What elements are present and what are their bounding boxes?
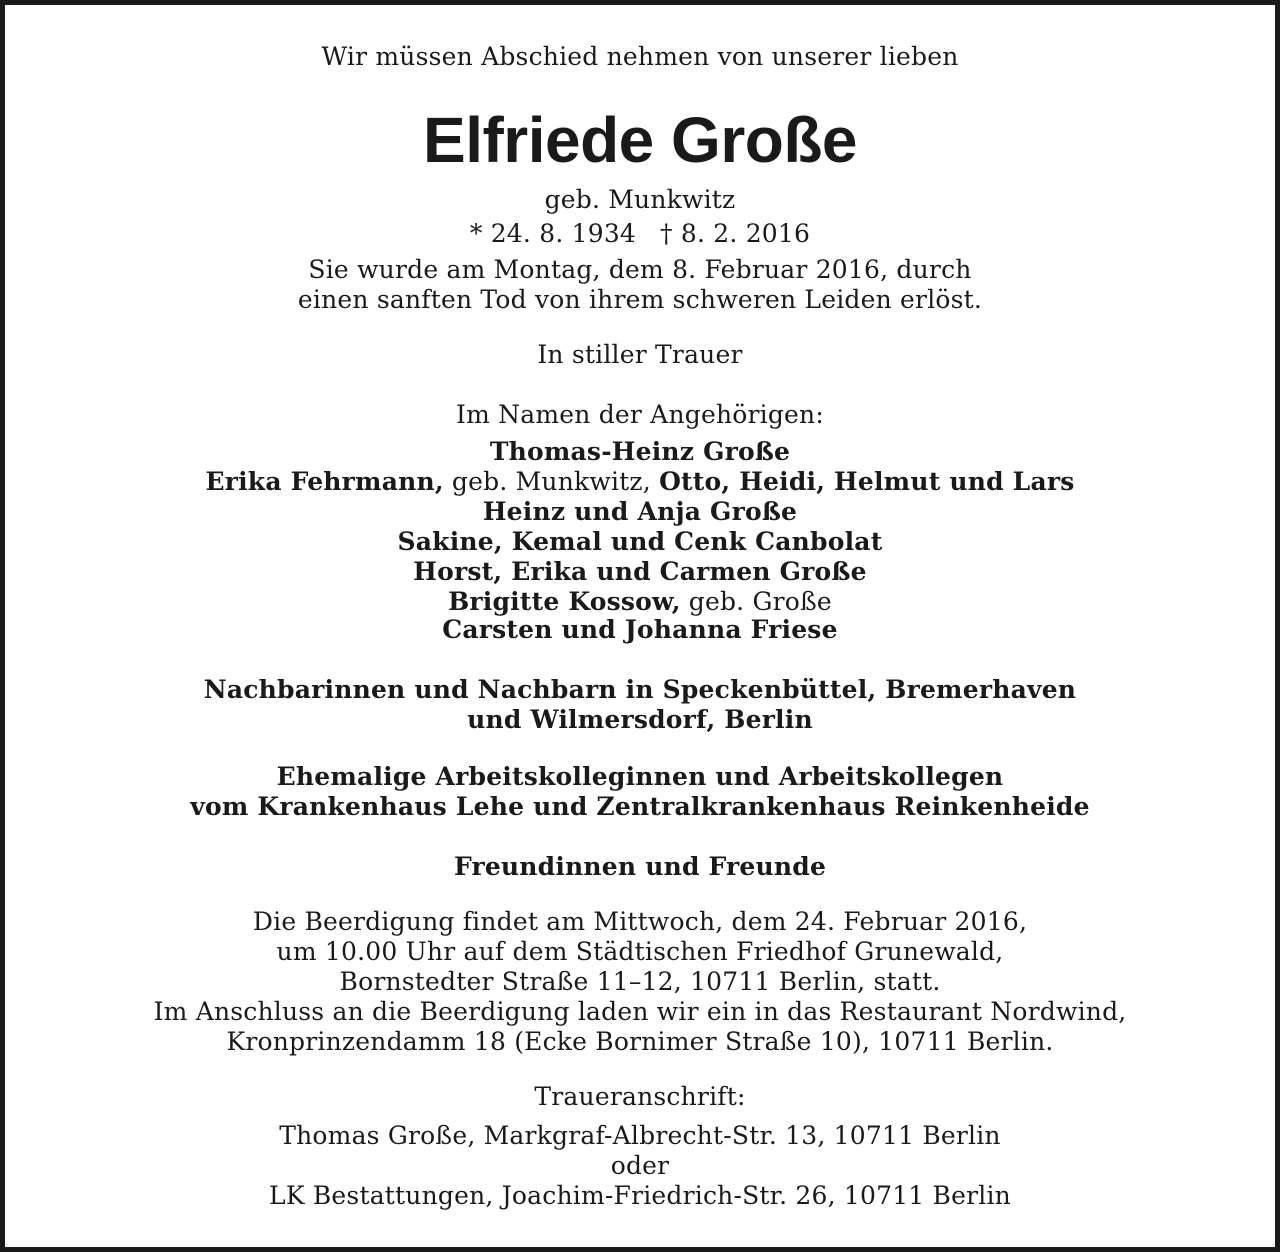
address-line: LK Bestattungen, Joachim-Friedrich-Str. 26, 10711 Berlin	[269, 1181, 1011, 1210]
death-notice-line: Sie wurde am Montag, dem 8. Februar 2016, durch	[308, 255, 972, 284]
relative-line	[10, 587, 1270, 617]
relative-line: Heinz und Anja Große	[482, 497, 798, 526]
life-dates	[10, 219, 1270, 249]
funeral-line: Kronprinzendamm 18 (Ecke Bornimer Straße 10), 10711 Berlin.	[226, 1027, 1054, 1056]
relative-name: Otto, Heidi, Helmut und Lars	[659, 467, 1075, 496]
relative-birth-name: geb. Munkwitz,	[443, 467, 660, 496]
birth-date: * 24. 8. 1934	[469, 219, 637, 248]
relative-line: Sakine, Kemal und Cenk Canbolat	[397, 527, 883, 556]
address-line: Thomas Große, Markgraf-Albrecht-Str. 13, 10711 Berlin	[279, 1121, 1001, 1150]
funeral-line: Bornstedter Straße 11–12, 10711 Berlin, statt.	[339, 967, 941, 996]
relatives-intro: Im Namen der Angehörigen:	[456, 400, 824, 429]
address-separator: oder	[610, 1151, 670, 1180]
relative-line	[10, 467, 1270, 497]
relative-birth-name: geb. Große	[680, 587, 832, 616]
relative-name: Brigitte Kossow,	[448, 587, 681, 616]
relative-line: Horst, Erika und Carmen Große	[413, 557, 867, 586]
friends-line: Freundinnen und Freunde	[453, 852, 827, 881]
colleagues-line: vom Krankenhaus Lehe und Zentralkrankenhaus Reinkenheide	[190, 792, 1090, 821]
relative-line: Thomas-Heinz Große	[489, 437, 791, 466]
address-heading: Traueranschrift:	[534, 1082, 746, 1111]
relative-name: Erika Fehrmann,	[205, 467, 444, 496]
funeral-line: Die Beerdigung findet am Mittwoch, dem 24. Februar 2016,	[252, 907, 1028, 936]
deceased-name: Elfriede Große	[423, 104, 857, 176]
funeral-line: Im Anschluss an die Beerdigung laden wir ein in das Restaurant Nordwind,	[153, 997, 1127, 1026]
death-date: † 8. 2. 2016	[660, 219, 811, 248]
colleagues-line: Ehemalige Arbeitskolleginnen und Arbeitskollegen	[276, 762, 1004, 791]
birth-name: geb. Munkwitz	[544, 185, 736, 214]
neighbors-line: und Wilmersdorf, Berlin	[467, 705, 813, 734]
funeral-line: um 10.00 Uhr auf dem Städtischen Friedhof Grunewald,	[276, 937, 1004, 966]
neighbors-line: Nachbarinnen und Nachbarn in Speckenbüttel, Bremerhaven	[203, 675, 1077, 704]
mourning-text: In stiller Trauer	[537, 340, 743, 369]
relative-line: Carsten und Johanna Friese	[442, 615, 838, 644]
intro-text: Wir müssen Abschied nehmen von unserer lieben	[321, 42, 959, 71]
death-notice-line: einen sanften Tod von ihrem schweren Leiden erlöst.	[297, 285, 983, 314]
